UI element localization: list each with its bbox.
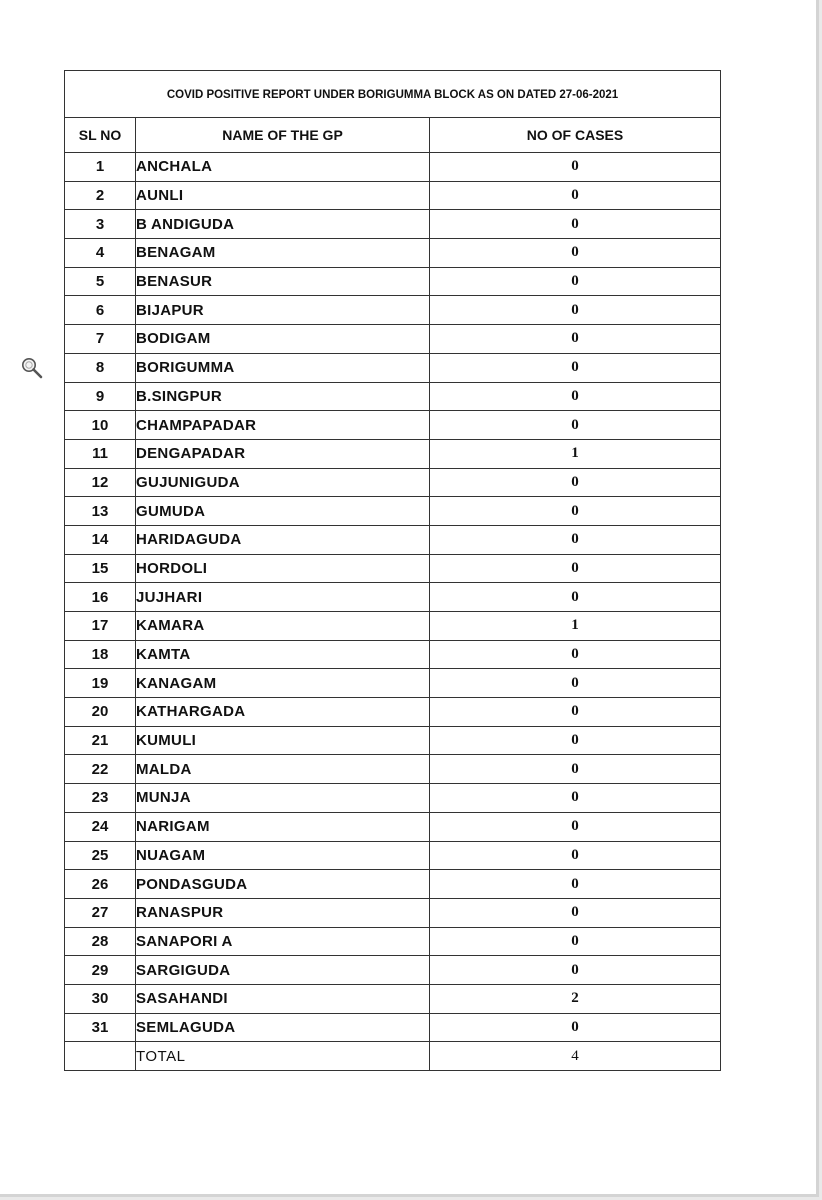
cases-cell: 0 <box>430 382 721 411</box>
sl-no-cell: 11 <box>65 439 136 468</box>
sl-no-cell: 20 <box>65 698 136 727</box>
cases-cell: 0 <box>430 841 721 870</box>
sl-no-cell: 21 <box>65 726 136 755</box>
report-title: COVID POSITIVE REPORT UNDER BORIGUMMA BLOCK AS ON DATED 27-06-2021 <box>65 71 721 118</box>
gp-name-cell: HORDOLI <box>136 554 430 583</box>
cases-cell: 0 <box>430 181 721 210</box>
cases-cell: 0 <box>430 267 721 296</box>
sl-no-cell: 28 <box>65 927 136 956</box>
gp-name-cell: JUJHARI <box>136 583 430 612</box>
sl-no-cell: 13 <box>65 497 136 526</box>
sl-no-cell: 6 <box>65 296 136 325</box>
cases-cell: 2 <box>430 984 721 1013</box>
cases-cell: 0 <box>430 1013 721 1042</box>
table-row <box>65 181 721 210</box>
cases-cell: 0 <box>430 497 721 526</box>
sl-no-cell: 18 <box>65 640 136 669</box>
table-row <box>65 640 721 669</box>
sl-no-cell: 29 <box>65 956 136 985</box>
table-row <box>65 153 721 182</box>
sl-no-cell: 17 <box>65 612 136 641</box>
magnifier-icon[interactable] <box>20 356 44 380</box>
table-row <box>65 411 721 440</box>
gp-name-cell: PONDASGUDA <box>136 870 430 899</box>
sl-no-cell: 14 <box>65 525 136 554</box>
table-row <box>65 956 721 985</box>
gp-name-cell: BENAGAM <box>136 239 430 268</box>
gp-name-cell: MALDA <box>136 755 430 784</box>
sl-no-cell: 25 <box>65 841 136 870</box>
table-row <box>65 812 721 841</box>
sl-no-cell: 19 <box>65 669 136 698</box>
sl-no-cell: 24 <box>65 812 136 841</box>
gp-name-cell: SASAHANDI <box>136 984 430 1013</box>
table-row <box>65 927 721 956</box>
report-body <box>65 153 721 1042</box>
table-row <box>65 468 721 497</box>
sl-no-cell: 31 <box>65 1013 136 1042</box>
cases-cell: 0 <box>430 296 721 325</box>
table-row <box>65 898 721 927</box>
sl-no-cell: 15 <box>65 554 136 583</box>
cases-cell: 0 <box>430 726 721 755</box>
table-row <box>65 870 721 899</box>
header-row <box>65 118 721 153</box>
cases-cell: 0 <box>430 525 721 554</box>
cases-cell: 0 <box>430 812 721 841</box>
column-header-sl-no: SL NO <box>65 118 136 153</box>
cases-cell: 1 <box>430 439 721 468</box>
table-row <box>65 698 721 727</box>
sl-no-cell: 8 <box>65 353 136 382</box>
gp-name-cell: BORIGUMMA <box>136 353 430 382</box>
gp-name-cell: SEMLAGUDA <box>136 1013 430 1042</box>
gp-name-cell: MUNJA <box>136 784 430 813</box>
total-label: TOTAL <box>136 1042 430 1071</box>
cases-cell: 0 <box>430 870 721 899</box>
cases-cell: 0 <box>430 784 721 813</box>
sl-no-cell: 30 <box>65 984 136 1013</box>
covid-report-table <box>64 70 721 1071</box>
table-row <box>65 267 721 296</box>
cases-cell: 0 <box>430 755 721 784</box>
gp-name-cell: BODIGAM <box>136 325 430 354</box>
table-row <box>65 841 721 870</box>
table-row <box>65 296 721 325</box>
cases-cell: 0 <box>430 640 721 669</box>
gp-name-cell: DENGAPADAR <box>136 439 430 468</box>
sl-no-cell: 26 <box>65 870 136 899</box>
gp-name-cell: KATHARGADA <box>136 698 430 727</box>
cases-cell: 0 <box>430 239 721 268</box>
gp-name-cell: AUNLI <box>136 181 430 210</box>
gp-name-cell: BENASUR <box>136 267 430 296</box>
gp-name-cell: GUMUDA <box>136 497 430 526</box>
cases-cell: 0 <box>430 554 721 583</box>
gp-name-cell: SANAPORI A <box>136 927 430 956</box>
cases-cell: 0 <box>430 153 721 182</box>
table-row <box>65 497 721 526</box>
column-header-cases: NO OF CASES <box>430 118 721 153</box>
table-row <box>65 612 721 641</box>
gp-name-cell: KAMARA <box>136 612 430 641</box>
gp-name-cell: B ANDIGUDA <box>136 210 430 239</box>
sl-no-cell: 1 <box>65 153 136 182</box>
cases-cell: 1 <box>430 612 721 641</box>
table-row <box>65 382 721 411</box>
table-row <box>65 1013 721 1042</box>
cases-cell: 0 <box>430 411 721 440</box>
gp-name-cell: B.SINGPUR <box>136 382 430 411</box>
column-header-gp-name: NAME OF THE GP <box>136 118 430 153</box>
sl-no-cell: 7 <box>65 325 136 354</box>
table-row <box>65 726 721 755</box>
sl-no-cell: 4 <box>65 239 136 268</box>
table-row <box>65 984 721 1013</box>
table-row <box>65 583 721 612</box>
sl-no-cell: 9 <box>65 382 136 411</box>
sl-no-cell: 3 <box>65 210 136 239</box>
total-sl-cell <box>65 1042 136 1071</box>
total-cases: 4 <box>430 1042 721 1071</box>
gp-name-cell: KANAGAM <box>136 669 430 698</box>
table-row <box>65 325 721 354</box>
cases-cell: 0 <box>430 210 721 239</box>
sl-no-cell: 22 <box>65 755 136 784</box>
table-row <box>65 353 721 382</box>
table-row <box>65 439 721 468</box>
gp-name-cell: NARIGAM <box>136 812 430 841</box>
gp-name-cell: KUMULI <box>136 726 430 755</box>
gp-name-cell: KAMTA <box>136 640 430 669</box>
gp-name-cell: RANASPUR <box>136 898 430 927</box>
table-row <box>65 239 721 268</box>
gp-name-cell: ANCHALA <box>136 153 430 182</box>
table-row <box>65 784 721 813</box>
sl-no-cell: 5 <box>65 267 136 296</box>
table-row <box>65 210 721 239</box>
cases-cell: 0 <box>430 698 721 727</box>
cases-cell: 0 <box>430 325 721 354</box>
gp-name-cell: NUAGAM <box>136 841 430 870</box>
table-row <box>65 554 721 583</box>
title-row <box>65 71 721 118</box>
cases-cell: 0 <box>430 898 721 927</box>
sl-no-cell: 2 <box>65 181 136 210</box>
table-row <box>65 755 721 784</box>
total-row <box>65 1042 721 1071</box>
gp-name-cell: CHAMPAPADAR <box>136 411 430 440</box>
gp-name-cell: BIJAPUR <box>136 296 430 325</box>
sl-no-cell: 10 <box>65 411 136 440</box>
cases-cell: 0 <box>430 669 721 698</box>
cases-cell: 0 <box>430 956 721 985</box>
gp-name-cell: HARIDAGUDA <box>136 525 430 554</box>
gp-name-cell: GUJUNIGUDA <box>136 468 430 497</box>
cases-cell: 0 <box>430 927 721 956</box>
table-row <box>65 669 721 698</box>
cases-cell: 0 <box>430 353 721 382</box>
sl-no-cell: 23 <box>65 784 136 813</box>
cases-cell: 0 <box>430 583 721 612</box>
gp-name-cell: SARGIGUDA <box>136 956 430 985</box>
sl-no-cell: 27 <box>65 898 136 927</box>
cases-cell: 0 <box>430 468 721 497</box>
sl-no-cell: 12 <box>65 468 136 497</box>
table-row <box>65 525 721 554</box>
sl-no-cell: 16 <box>65 583 136 612</box>
